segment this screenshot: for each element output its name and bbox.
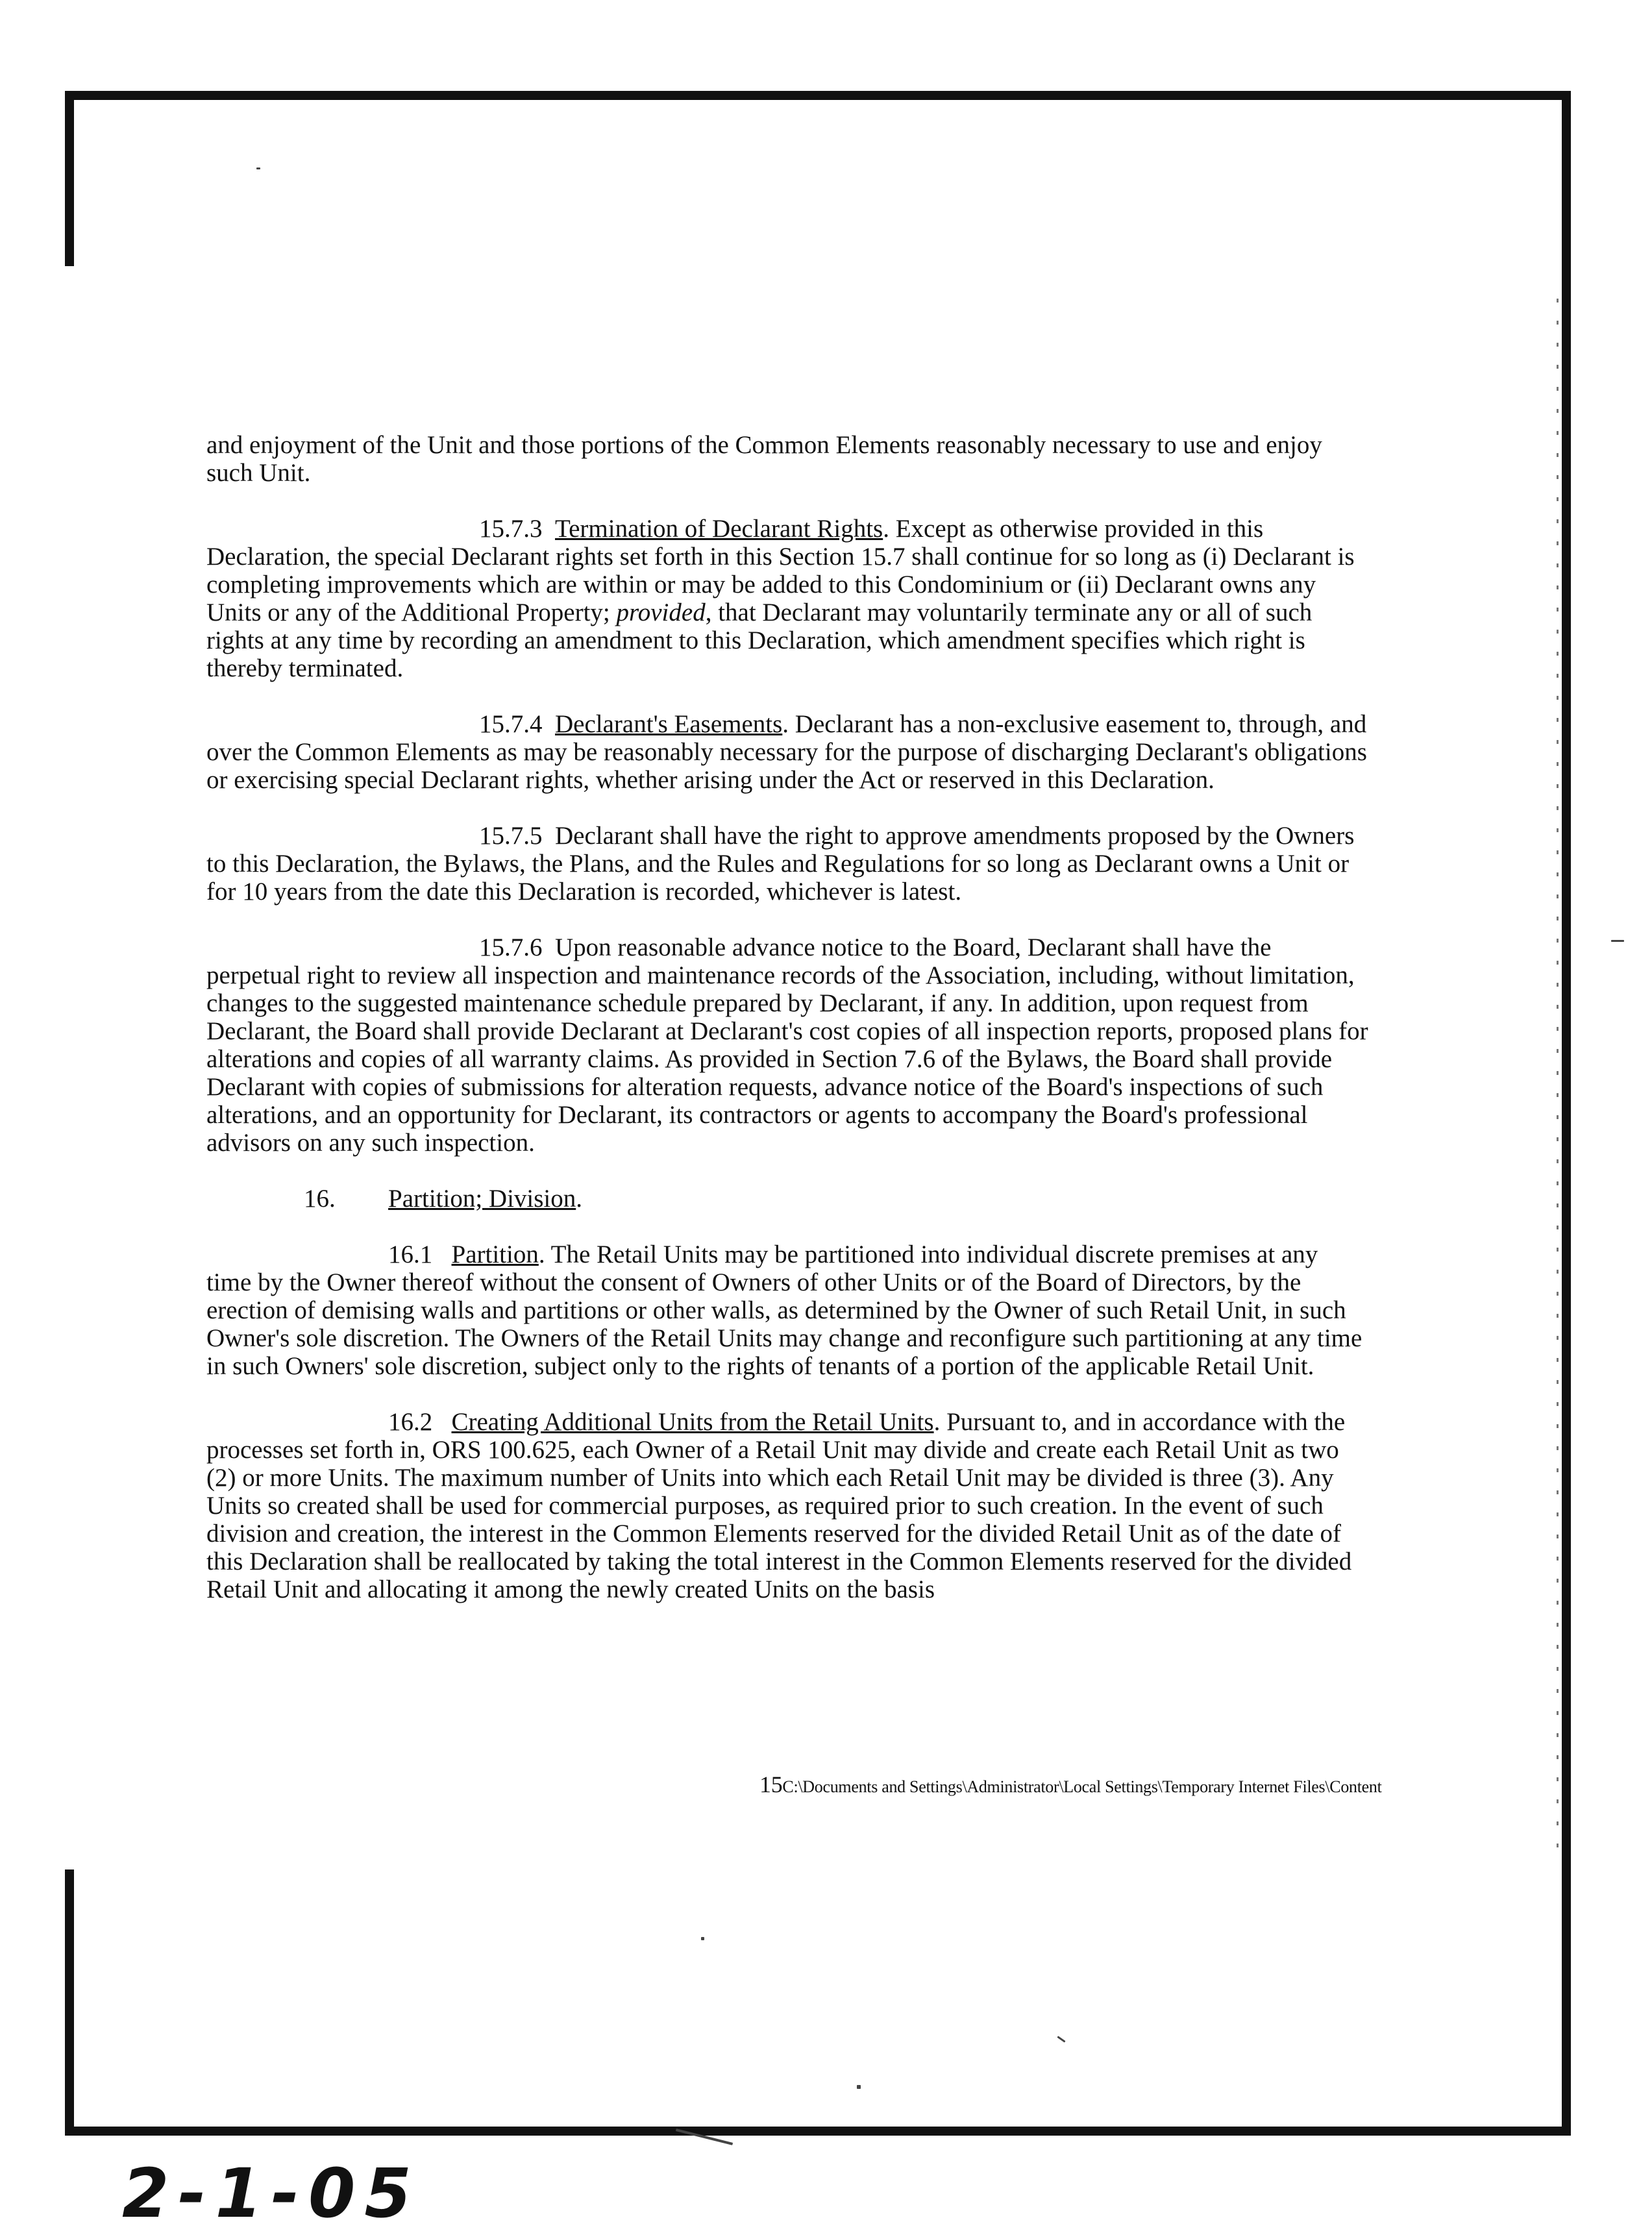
paragraph-continuation: [206, 431, 1368, 487]
document-body: [206, 431, 1368, 1631]
scan-frame-bottom: [65, 2127, 1571, 2136]
scan-frame-left-bottom: [65, 1869, 74, 2136]
section-number: 15.7.4: [479, 710, 543, 738]
page-number: 15: [759, 1771, 783, 1797]
scan-speck: [701, 1937, 704, 1940]
section-number: 16.2: [388, 1408, 433, 1436]
scan-speck: [256, 167, 260, 169]
paragraph-text: . Pursuant to, and in accordance with the processes set forth in, ORS 100.625, each Owner of a Retail Unit may divide and create each Retail Unit as two (2) or more Units. The maximum number of Units into which each Retail Unit may be divided is three (3). Any Units so created shall be used for commercial purposes, as required prior to such creation. In the event of such division and creation, the interest in the Common Elements reserved for the divided Retail Unit as of the date of this Declaration shall be reallocated by taking the total interest in the Common Elements reserved for the divided Retail Unit and allocating it among the newly created Units on the basis: [206, 1408, 1352, 1603]
section-title: Partition; Division: [388, 1185, 576, 1213]
page-footer: [759, 1771, 1538, 1798]
paragraph-text: . Declarant has a non-exclusive easement to, through, and over the Common Elements as may be reasonably necessary for the purpose of discharging Declarant's obligations or exercising special Declarant rights, whether arising under the Act or reserved in this Declaration.: [206, 710, 1367, 794]
section-15-7-5: [206, 822, 1368, 906]
section-15-7-6: [206, 933, 1368, 1157]
section-16-1: [206, 1240, 1368, 1380]
section-title: Declarant's Easements: [555, 710, 783, 738]
section-number: 16.1: [388, 1240, 433, 1268]
section-16-2: [206, 1408, 1368, 1603]
section-title: Creating Additional Units from the Retail Units: [451, 1408, 934, 1436]
scan-margin-dashes: [1557, 299, 1559, 1857]
file-path: C:\Documents and Settings\Administrator\Local Settings\Temporary Internet Files\Content: [782, 1777, 1382, 1796]
scan-frame-left-top: [65, 91, 74, 266]
section-title: Partition: [451, 1240, 539, 1268]
paragraph-emphasis: provided: [616, 598, 706, 626]
section-number: 15.7.6: [479, 933, 543, 961]
section-15-7-3: [206, 515, 1368, 682]
paragraph-text: .: [576, 1185, 583, 1213]
paragraph-text: . Except as otherwise provided in this Declaration, the special Declarant rights set forth in this Section 15.7 shall continue for so long as (i) Declarant is completing improvements which are within or may be added to this Condominium or (ii) Declarant owns any Units or any of the Additional Property;: [206, 515, 1355, 626]
section-number: 15.7.3: [479, 515, 543, 543]
section-15-7-4: [206, 710, 1368, 794]
scan-frame-right: [1562, 91, 1571, 2134]
scan-frame-top: [65, 91, 1571, 100]
scan-speck: [1057, 2036, 1065, 2042]
paragraph-text: Upon reasonable advance notice to the Board, Declarant shall have the perpetual right to review all inspection and maintenance records of the Association, including, without limitation, changes to the suggested maintenance schedule prepared by Declarant, if any. In addition, upon request from Declarant, the Board shall provide Declarant at Declarant's cost copies of all inspection reports, proposed plans for alterations and copies of all warranty claims. As provided in Section 7.6 of the Bylaws, the Board shall provide Declarant with copies of submissions for alteration requests, advance notice of the Board's inspections of such alterations, and an opportunity for Declarant, its contractors or agents to accompany the Board's professional advisors on any such inspection.: [206, 933, 1368, 1157]
section-16-heading: [206, 1185, 1368, 1213]
paragraph-text: Declarant shall have the right to approve amendments proposed by the Owners to this Declaration, the Bylaws, the Plans, and the Rules and Regulations for so long as Declarant owns a Unit or for 10 years from the date this Declaration is recorded, whichever is latest.: [206, 822, 1355, 906]
paragraph-text: , that Declarant may voluntarily terminate any or all of such rights at any time by recording an amendment to this Declaration, which amendment specifies which right is thereby terminated.: [206, 598, 1313, 682]
paragraph-text: and enjoyment of the Unit and those portions of the Common Elements reasonably necessary to use and enjoy such Unit.: [206, 431, 1322, 487]
scan-speck: [857, 2085, 861, 2089]
handwritten-date: 2-1-05: [122, 2154, 421, 2233]
section-number: 16.: [304, 1185, 336, 1213]
scan-speck: [1611, 940, 1624, 942]
paragraph-text: . The Retail Units may be partitioned into individual discrete premises at any time by the Owner thereof without the consent of Owners of other Units or of the Board of Directors, by the erection of demising walls and partitions or other walls, as determined by the Owner of such Retail Unit, in such Owner's sole discretion. The Owners of the Retail Units may change and reconfigure such partitioning at any time in such Owners' sole discretion, subject only to the rights of tenants of a portion of the applicable Retail Unit.: [206, 1240, 1362, 1380]
section-title: Termination of Declarant Rights: [555, 515, 883, 543]
section-number: 15.7.5: [479, 822, 543, 850]
